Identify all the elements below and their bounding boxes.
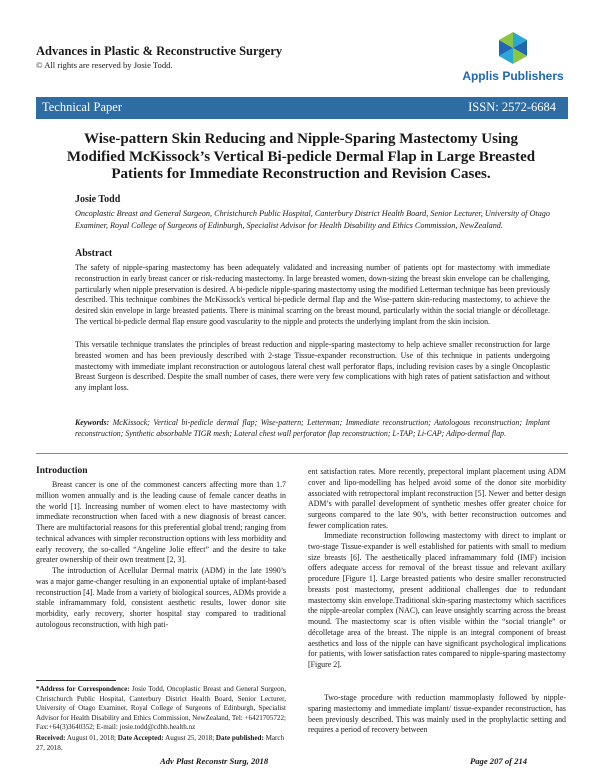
intro-paragraph-5: Two-stage procedure with reduction mammoplasty followed by nipple-sparing mastectomy and immediate implant/ tissue-expander reconstruction, has been previously described. This was mainly used in the prophylactic setting and requires a period of recovery between — [308, 693, 566, 735]
publisher-name: Applis Publishers — [462, 69, 564, 83]
abstract-heading: Abstract — [75, 248, 113, 259]
copyright-line: © All rights are reserved by Josie Todd. — [36, 60, 173, 70]
accepted-label: Date Accepted: — [117, 734, 164, 742]
intro-paragraph-3: ent satisfaction rates. More recently, prepectoral implant placement using ADM cover and lipo-modelling has helped avoid some of the donor site morbidity associated with retropectoral implant reconstruction [5]. Newer and better design ADM’s with parallel development of synthetic meshes offer greater choice for surgeons compared to the late 90’s, with better reconstruction outcomes and fewer complication rates. — [308, 467, 566, 530]
article-title: Wise-pattern Skin Reducing and Nipple-Sparing Mastectomy Using Modified McKissock’s Vertical Bi-pedicle Dermal Flap in Large Breasted Patients for Immediate Reconstruction and Revision Cases. — [66, 131, 536, 182]
correspondence-label: *Address for Correspondence: — [36, 685, 130, 693]
abstract-paragraph-1: The safety of nipple-sparing mastectomy has been adequately validated and increasing number of patients opt for mastectomy with immediate reconstruction in early breast cancer or risk-reducing mastectomy. In large breasted women, down-sizing the breast skin envelope can be challenging, particularly when nipple preservation is desired. A bi-pedicle nipple-sparing mastectomy using the modified Letterman technique has been previously described. This technique combines the McKissock's vertical bi-pedicle dermal flap and the Wise-pattern skin-reducing mastectomy, to achieve the desired skin envelope in large breasted patients. There is minimal scarring on the breast mound, particularly within the social triangle or décolletage. The vertical bi-pedicle dermal flap ensure good vascularity to the nipple and protects the underlying implant from the skin incision. — [75, 263, 550, 326]
author-name: Josie Todd — [75, 194, 121, 205]
footer-page-number: Page 207 of 214 — [470, 756, 528, 766]
accepted-date: August 25, 2018; — [163, 734, 216, 742]
correspondence-text: Josie Todd, Oncoplastic Breast and General Surgeon, Christchurch Public Hospital, Canterbury District Health Board, Senior Lecturer, University of Otago Examiner, Royal College of Surgeons of Edinburgh, Specialist Advisor for Health Disability and Ethics Commission, NewZealand, Tel: +6421705722; Fax:+64(3)3640352; E-mail: josie.todd@cdhb.health.nz — [36, 685, 286, 732]
intro-paragraph-2: The introduction of Acellular Dermal matrix (ADM) in the late 1990’s was a major game-changer resulting in an exponential uptake of implant-based reconstruction [4]. Made from a variety of biological sources, ADMs provide a stable inframammary fold, consistent aesthetic results, lower donor site morbidity, early recovery, shorter hospital stay compared to traditional autologous reconstruction, with high pati- — [36, 566, 286, 629]
keywords-text: McKissock; Vertical bi-pedicle dermal flap; Wise-pattern; Letterman; Immediate reconstruction; Autologous reconstruction; Implant reconstruction; Synthetic absorbable TIGR mesh; Lateral chest wall perforator flap reconstruction; L-TAP; Li-CAP; Adipo-dermal flap. — [75, 418, 550, 438]
publisher-logo — [457, 30, 567, 90]
keywords-label: Keywords: — [75, 418, 110, 427]
correspondence-note — [36, 685, 286, 733]
article-type: Technical Paper — [42, 100, 122, 114]
author-affiliation: Oncoplastic Breast and General Surgeon, Christchurch Public Hospital, Canterbury District Health Board, Senior Lecturer, University of Otago Examiner, Royal College of Surgeons of Edinburgh, Specialist Advisor for Health Disability and Ethics Commission, NewZealand. — [75, 209, 550, 230]
footnote-divider — [36, 680, 116, 681]
journal-title: Advances in Plastic & Reconstructive Surgery — [36, 44, 283, 58]
keywords — [75, 418, 550, 440]
intro-paragraph-4: Immediate reconstruction following mastectomy with direct to implant or two-stage Tissue-expander is well established for patients with small to medium size breasts [6]. The aesthetically placed inframammary fold (IMF) incision offers adequate access for removal of the breast tissue and relevant axillary procedure [Figure 1]. Large breasted patients who desire smaller reconstructed breasts post mastectomy, present additional challenges due to redundant mastectomy skin envelope.Traditional skin-sparing mastectomy which sacrifices the nipple-areolar complex (NAC), can leave unsightly scarring across the breast mound. The mastectomy scar is often visible within the “social triangle” or décolletage area of the breast. The nipple is an integral component of breast aesthetics and loss of the nipple can have significant psychological implications for patients, with lower satisfaction rates compared to nipple-sparing mastectomy [Figure 2]. — [308, 531, 566, 669]
publisher-logo-mark-icon — [495, 30, 531, 66]
article-type-band — [36, 97, 568, 119]
received-label: Received: — [36, 734, 66, 742]
published-label: Date published: — [215, 734, 264, 742]
section-divider — [36, 453, 568, 454]
introduction-heading: Introduction — [36, 466, 88, 476]
received-date: August 01, 2018; — [65, 734, 118, 742]
footer-citation: Adv Plast Reconstr Surg, 2018 — [160, 756, 269, 766]
issn: ISSN: 2572-6684 — [468, 100, 556, 114]
abstract-paragraph-2: This versatile technique translates the principles of breast reduction and nipple-sparing mastectomy to help achieve smaller reconstruction for large breasted women and has been previously described with 2-stage Tissue-expander reconstruction. Use of this technique in patients undergoing mastectomy with immediate implant reconstruction or autologous lateral chest wall perforator flaps, including revision cases by a single Oncoplastic Breast Surgeon is described. Despite the small number of cases, there were very few complications with high rates of patient satisfaction and without any implant loss. — [75, 340, 550, 393]
article-dates — [36, 734, 286, 753]
published-date: March 27, 2018. — [36, 734, 285, 752]
intro-paragraph-1: Breast cancer is one of the commonest cancers affecting more than 1.7 million women annually and is the leading cause of female cancer deaths in the world [1]. Increasing number of women elect to have mastectomy with immediate reconstruction when faced with a new diagnosis of breast cancer. There are multifactorial reasons for this preferential global trend; ranging from technical advances with simpler reconstruction options with less morbidity and early recovery, the so-called “Angeline Jolie effect” and the desire to take greater ownership of their own treatment [2, 3]. — [36, 480, 286, 565]
